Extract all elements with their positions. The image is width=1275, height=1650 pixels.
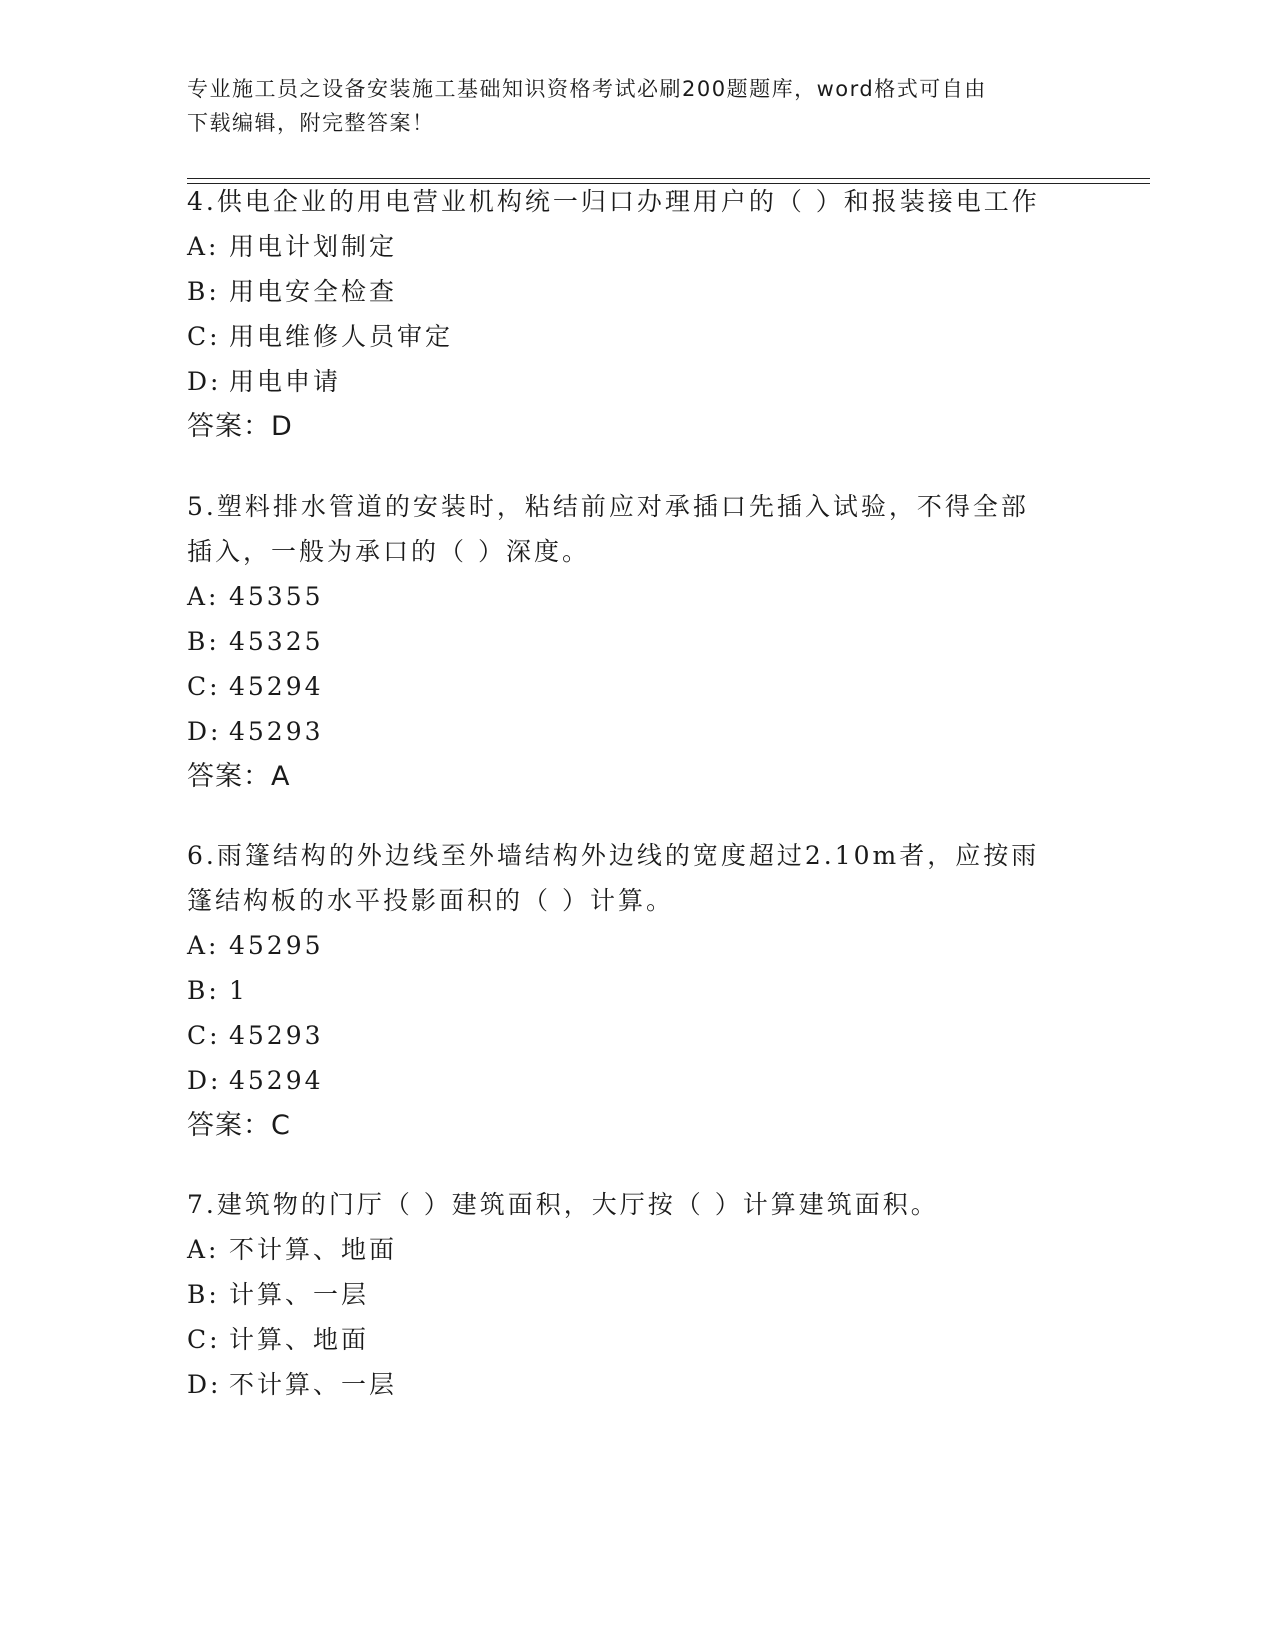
option-key: C:	[187, 322, 221, 351]
option-key: D:	[187, 1370, 222, 1399]
option-text: 用电计划制定	[229, 232, 398, 261]
option-key: A:	[187, 582, 220, 611]
option-a	[187, 1227, 1087, 1272]
option-text: 45325	[229, 627, 324, 656]
header-line-1: 专业施工员之设备安装施工基础知识资格考试必刷200题题库，word格式可自由	[187, 77, 987, 101]
option-b	[187, 1272, 1087, 1317]
option-key: C:	[187, 672, 221, 701]
question-text-line-1: 6.雨篷结构的外边线至外墙结构外边线的宽度超过2.10m者，应按雨	[187, 841, 1040, 870]
option-text: 45355	[229, 582, 324, 611]
question-text-line-2: 插入，一般为承口的（ ）深度。	[187, 537, 590, 566]
option-d	[187, 359, 1087, 404]
option-c	[187, 664, 1087, 709]
option-text: 45293	[229, 717, 324, 746]
option-c	[187, 1013, 1087, 1058]
option-key: B:	[187, 627, 220, 656]
option-key: C:	[187, 1021, 221, 1050]
option-key: A:	[187, 1235, 220, 1264]
option-key: B:	[187, 976, 220, 1005]
option-key: D:	[187, 717, 222, 746]
option-text: 用电维修人员审定	[229, 322, 454, 351]
answer-line: 答案：D	[187, 411, 293, 442]
question-text: 7.建筑物的门厅（ ）建筑面积，大厅按（ ）计算建筑面积。	[187, 1190, 939, 1219]
option-key: A:	[187, 232, 220, 261]
option-a	[187, 574, 1087, 619]
document-header	[187, 72, 1087, 140]
option-key: B:	[187, 1280, 220, 1309]
option-text: 45293	[229, 1021, 324, 1050]
question-text-line-1: 5.塑料排水管道的安装时，粘结前应对承插口先插入试验，不得全部	[187, 492, 1029, 521]
question-text: 4.供电企业的用电营业机构统一归口办理用户的（ ）和报装接电工作	[187, 187, 1040, 216]
option-b	[187, 968, 1087, 1013]
option-text: 计算、地面	[229, 1325, 370, 1354]
option-text: 1	[229, 976, 248, 1005]
option-key: C:	[187, 1325, 221, 1354]
option-d	[187, 1362, 1087, 1407]
header-line-2: 下载编辑，附完整答案！	[187, 111, 435, 135]
option-d	[187, 709, 1087, 754]
option-text: 45294	[229, 1066, 324, 1095]
option-text: 用电安全检查	[229, 277, 398, 306]
answer-line: 答案：A	[187, 761, 291, 792]
answer-line: 答案：C	[187, 1110, 291, 1141]
question-4	[187, 179, 1087, 449]
option-key: B:	[187, 277, 220, 306]
option-key: D:	[187, 367, 222, 396]
question-6	[187, 833, 1087, 1148]
option-text: 不计算、一层	[229, 1370, 398, 1399]
option-text: 45295	[229, 931, 324, 960]
option-a	[187, 923, 1087, 968]
option-text: 计算、一层	[229, 1280, 370, 1309]
option-c	[187, 1317, 1087, 1362]
question-5	[187, 484, 1087, 799]
question-7	[187, 1182, 1087, 1407]
option-d	[187, 1058, 1087, 1103]
option-b	[187, 619, 1087, 664]
option-key: A:	[187, 931, 220, 960]
option-text: 不计算、地面	[229, 1235, 398, 1264]
question-text-line-2: 篷结构板的水平投影面积的（ ）计算。	[187, 886, 674, 915]
option-c	[187, 314, 1087, 359]
option-b	[187, 269, 1087, 314]
option-text: 45294	[229, 672, 324, 701]
option-a	[187, 224, 1087, 269]
option-key: D:	[187, 1066, 222, 1095]
option-text: 用电申请	[229, 367, 342, 396]
